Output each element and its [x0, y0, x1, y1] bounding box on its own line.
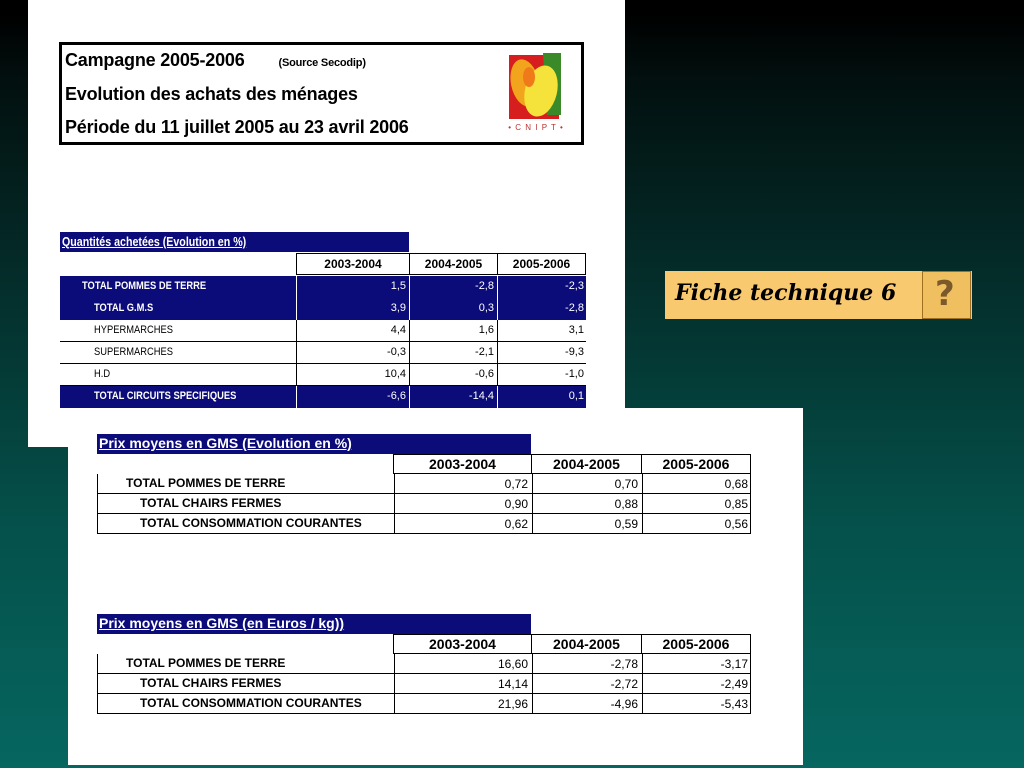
table-row: HYPERMARCHES 4,4 1,6 3,1: [60, 320, 586, 342]
document-panel-prices: [68, 408, 803, 765]
logo-text: • C N I P T •: [508, 123, 564, 132]
col-header: 2004-2005: [409, 253, 498, 275]
table-row: TOTAL CHAIRS FERMES 0,90 0,88 0,85: [97, 494, 751, 514]
table-row: TOTAL POMMES DE TERRE 1,5 -2,8 -2,3: [60, 276, 586, 298]
table-row: TOTAL CHAIRS FERMES 14,14 -2,72 -2,49: [97, 674, 751, 694]
help-button[interactable]: [922, 271, 971, 319]
table-row: TOTAL POMMES DE TERRE 0,72 0,70 0,68: [97, 474, 751, 494]
col-header: 2005-2006: [497, 253, 586, 275]
table-row: TOTAL CONSOMMATION COURANTES 21,96 -4,96 -5,43: [97, 694, 751, 714]
header-line1: [65, 50, 366, 71]
table-row: TOTAL CIRCUITS SPECIFIQUES -6,6 -14,4 0,1: [60, 386, 586, 408]
col-header: 2005-2006: [641, 634, 751, 654]
table-row: TOTAL POMMES DE TERRE 16,60 -2,78 -3,17: [97, 654, 751, 674]
source-label: (Source Secodip): [278, 57, 366, 69]
table-row: SUPERMARCHES -0,3 -2,1 -9,3: [60, 342, 586, 364]
table-row: TOTAL CONSOMMATION COURANTES 0,62 0,59 0,56: [97, 514, 751, 534]
col-header: 2005-2006: [641, 454, 751, 474]
campaign-title: Campagne 2005-2006: [65, 50, 245, 70]
header-line3: Période du 11 juillet 2005 au 23 avril 2006: [65, 117, 409, 137]
campaign-header-box: [59, 42, 584, 145]
table-row: TOTAL G.M.S 3,9 0,3 -2,8: [60, 298, 586, 320]
table-title: Prix moyens en GMS (Evolution en %): [97, 434, 531, 454]
header-line2: Evolution des achats des ménages: [65, 84, 358, 104]
table-title: Prix moyens en GMS (en Euros / kg)): [97, 614, 531, 634]
question-mark-icon: ?: [935, 274, 955, 314]
document-panel-quantities: [28, 0, 625, 447]
col-header: 2003-2004: [393, 454, 532, 474]
col-header: 2004-2005: [531, 634, 642, 654]
fiche-technique-text: Fiche technique 6: [675, 280, 897, 306]
cnipt-logo: [499, 49, 573, 139]
col-header: 2003-2004: [296, 253, 410, 275]
table-row: H.D 10,4 -0,6 -1,0: [60, 364, 586, 386]
col-header: 2004-2005: [531, 454, 642, 474]
table-title: Quantités achetées (Evolution en %): [60, 232, 409, 252]
col-header: 2003-2004: [393, 634, 532, 654]
